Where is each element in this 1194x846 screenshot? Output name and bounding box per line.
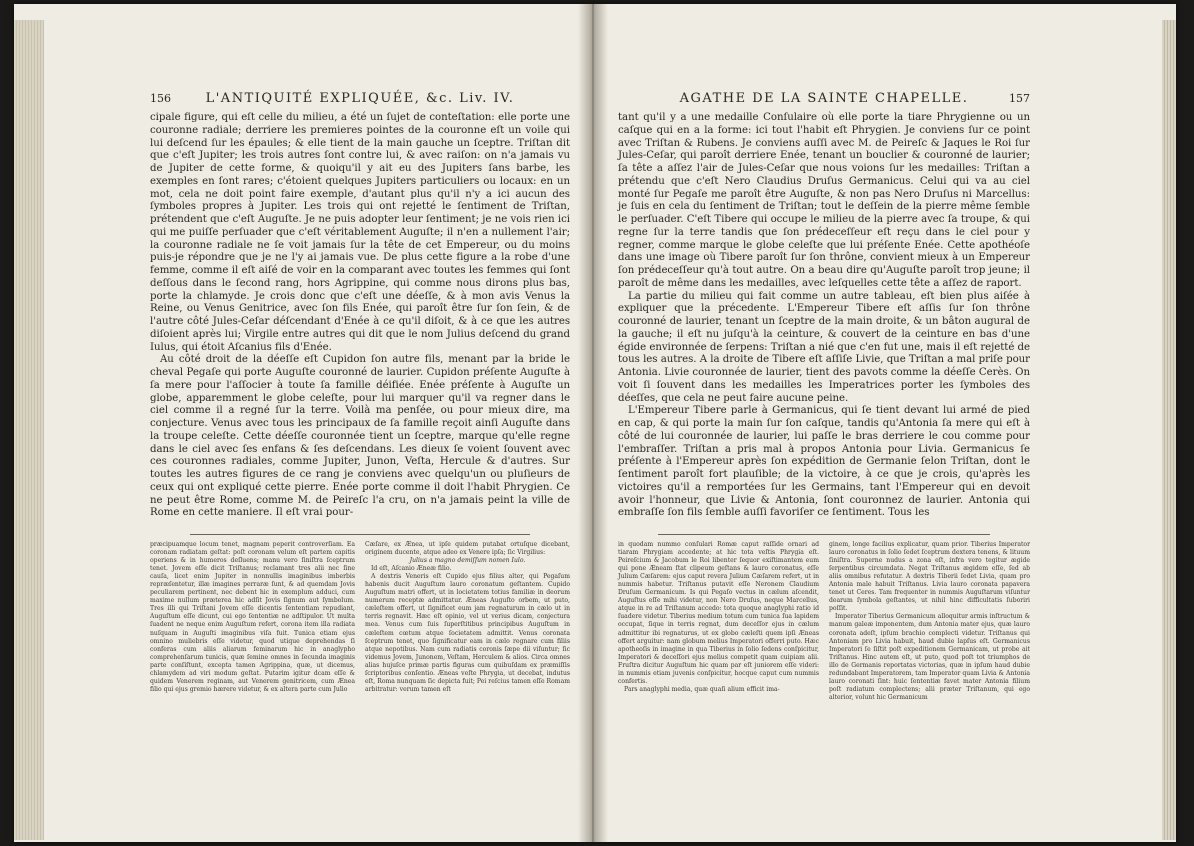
- latin-paragraph: in quodam nummo conſulari Romæ caput raſſide ornari ad tiaram Phrygiam accedente; at hic tota veſtis Phrygia eſt. Peireſcium & Jacobum le Roi libenter ſequor exiſtimantem eum qui pone Æneam ſtat clipeum geſtans & lauro coronatus, eſſe Julium Cæſarem: ejus caput revera Julium Cæſarem refert, ut in nummis habetur. Triſtanus putavit eſſe Neronem Claudium Druſum Germanicum. Is qui Pegaſo vectus in cælum aſcendit, Auguſtus eſſe mihi videtur, non Nero Druſus, neque Marcellus, atque in re ad Triſtanum accedo: tota quoque anaglyphi ratio id ſuadere videtur. Tiberius medium totum cum tunica ſua lapidem occupat, ſique in terris regnat, dum deceſſor ejus in cælum admittitur ibi regnaturus, ut ex globo cæleſti quem ipſi Æneas offert arguitur: nam globum melius Imperatori offerri puto. Hæc apotheoſis in imagine in qua Tiberius in ſolio ſedens conſpicitur, Imperatori & deceſſori ejus melius competit quam cuipiam alii. Fruſtra dicitur Auguſtum hic quam par eſt juniorem eſſe videri: in nummis etiam juvenis conſpicitur, hocque caput cum nummis confertis.: [618, 541, 819, 685]
- page-edges-left: [14, 20, 44, 840]
- left-page-number: 156: [150, 92, 171, 105]
- left-page-header: [150, 90, 570, 108]
- right-latin-columns: [618, 541, 1030, 702]
- left-paragraph: cipale figure, qui eſt celle du milieu, a été un ſujet de conteſtation: elle porte une couronne radiale; derriere les premieres pointes de la couronne eſt un voile qui lui deſcend ſur les épaules; & elle tient de la main gauche un ſceptre. Triſtan dit que c'eſt Jupiter; les trois autres ſont contre lui, & avec raiſon: on n'a jamais vu de Jupiter de cette forme, & quoiqu'il y ait eu des Jupiters ſans barbe, les exemples en ſont rares; c'étoient quelques Jupiters particuliers ou locaux: en un mot, cela ne doit point faire exemple, d'autant plus qu'il n'y a ici aucun des ſymboles propres à Jupiter. Les trois qui ont rejetté le ſentiment de Triſtan, prétendent que c'eſt Auguſte. Je ne puis adopter leur ſentiment; je ne vois rien ici qui me puiſſe perſuader que c'eſt véritablement Auguſte; il n'en a nullement l'air; la couronne radiale ne ſe voit jamais ſur la tête de cet Empereur, ou du moins puis-je répondre que je ne l'y ai jamais vue. De plus cette figure a la robe d'une femme, comme il eſt aiſé de voir en la comparant avec toutes les femmes qui ſont deſſous dans le ſecond rang, hors Agrippine, qui comme nous dirons plus bas, porte la chlamyde. Je crois donc que c'eſt une déeſſe, & à mon avis Venus la Reine, ou Venus Genitrice, avec ſon fils Enée, qui paroît être ſur ſon ſein, & de l'autre côté Jules-Ceſar déſcendant d'Enée à ce qu'il diſoit, & à ce que les autres diſoient après lui; Virgile entre autres qui dit que le nom Julius deſcend du grand Iulus, qui étoit Aſcanius fils d'Enée.: [150, 112, 570, 353]
- left-latin-column-2: [365, 541, 570, 694]
- latin-paragraph: Imperator Tiberius Germanicum alloquitur armis inſtructum & manum galeæ imponentem, dum Antonia mater ejus, quæ lauro coronata adeſt, ipſum brachio complecti videtur. Triſtanus qui Antoniam pro Livia habuit, haud dubie lapſus eſt. Germanicus Imperatori ſe ſiſtit poſt expeditionem Germanicam, ut probe ait Triſtanus. Hinc autem eſt, ut puto, quod poſt tot triumphos de illo de Germanis reportatas victorias, quæ in ipſum haud dubie redundabant Imperatorem, tam Imperator quam Livia & Antonia lauro coronati ſint: huic ſententiæ favet mater Antonia filium poſt radiatum complectens; alii præter Triſtanum, qui ego alterior, volunt hic Germanicum: [829, 613, 1030, 701]
- right-paragraph: L'Empereur Tibere parle à Germanicus, qui ſe tient devant lui armé de pied en cap, & qui porte la main ſur ſon caſque, tandis qu'Antonia ſa mere qui eſt à côté de lui couronnée de laurier, lui paſſe le bras derriere le cou comme pour l'embraſſer. Triſtan a pris mal à propos Antonia pour Livia. Germanicus ſe préſente à l'Empereur après ſon expédition de Germanie ſelon Triſtan, dont le ſentiment paroît fort plauſible; de la victoire, à ce que je crois, qu'après les victoires qu'il a remportées ſur les Germains, tant l'Empereur qui en devoit avoir l'honneur, que Livie & Antonia, ſont couronnez de laurier. Antonia qui embraſſe ſon fils ſemble auſſi favoriſer ce ſentiment. Tous les: [618, 405, 1030, 519]
- right-paragraph: tant qu'il y a une medaille Conſulaire où elle porte la tiare Phrygienne ou un caſque qui en a la forme: ici tout l'habit eſt Phrygien. Je conviens ſur ce point avec Triſtan & Rubens. Je conviens auſſi avec M. de Peireſc & Jaques le Roi ſur Jules-Ceſar, qui paroît derriere Enée, tenant un bouclier & couronné de laurier; ſa tête a aſſez l'air de Jules-Ceſar que nous voions ſur les medailles: Triſtan a prétendu que c'eſt Nero Claudius Druſus Germanicus. Celui qui va au ciel monté ſur Pegaſe me paroît être Auguſte, & non pas Nero Druſus ni Marcellus: je ſuis en cela du ſentiment de Triſtan; tout le deſſein de la pierre même ſemble le perſuader. C'eſt Tibere qui occupe le milieu de la pierre avec ſa troupe, & qui regne ſur la terre tandis que ſon prédeceſſeur eſt reçu dans le ciel pour y regner, comme marque le globe celeſte que lui préſente Enée. Cette apothéoſe dans une image où Tibere paroît ſur ſon thrône, convient mieux à un Empereur ſon prédeceſſeur qu'à tout autre. On a beau dire qu'Auguſte paroît trop jeune; il paroît de même dans les medailles, avec leſquelles cette tête a aſſez de raport.: [618, 112, 1030, 289]
- left-running-head: L'ANTIQUITÉ EXPLIQUÉE, &c. Liv. IV.: [205, 91, 515, 106]
- right-french-text: [618, 112, 1030, 520]
- latin-paragraph: Id eſt, Aſcanio Æneæ filio.: [371, 565, 452, 573]
- page-edges-right: [1162, 20, 1176, 840]
- separator-rule: [190, 534, 530, 535]
- right-latin-column-2: [829, 541, 1030, 702]
- right-page: [618, 90, 1030, 702]
- latin-verse: Julius a magno demiſſum nomen Iulo.: [409, 557, 526, 565]
- latin-paragraph: præcipuamque locum tenet, magnam peperit controverſiam. Ea coronam radiatam geſtat: poſt coronam velum eſt partem capitis operiens & in humeros deſluens; manu vero ſiniſtra ſceptrum tenet. Jovem eſſe dicit Triſtanus; reclamant tres alii nec ſine cauſa, licet enim Jupiter in nonnullis imaginibus imberbis repræſentetur, illæ imagines perraræ ſunt, & ad quemdam Jovis peculiarem pertinent, nec debent hic in exemplum adduci, cum maxime nullum præterea hic adſit Jovis ſignum aut ſymbolum. Tres illi qui Triſtani Jovem eſſe dicentis ſententiam repudiant, Auguſtum eſſe dicunt, cui ego ſententiæ ne adſtipulor. Ut multa ſuadent ne neque enim Auguſtum refert, corona item illa radiata nuſquam in Auguſti imaginibus viſa fuit. Tunica etiam ejus omnino muliebris eſſe videtur, quod utique deprehendas ſi conferas cum aliis aliarum feminarum hic in anaglypho comprehenſarum tunicis, quæ ſemine omnes in ſecunda imaginis parte conſiſtunt, excepta tamen Agrippina, quæ, ut dicemus, chlamydem ad viri modum geſtat. Putarim igitur dcam eſſe & quidem Venerem reginam, aut Venerem genitricem, cum Ænea filio qui ejus gremio hærere videtur, & ex altera parte cum Julio: [150, 541, 355, 693]
- left-paragraph: Au côté droit de la déeſſe eſt Cupidon ſon autre fils, menant par la bride le cheval Pegaſe qui porte Auguſte couronné de laurier. Cupidon préſente Auguſte à ſa mere pour l'aſſocier à toute ſa famille déifiée. Enée préſente à Auguſte un globe, apparemment le globe celeſte, pour lui marquer qu'il va regner dans le ciel comme il a regné ſur la terre. Voilà ma penſée, ou pour mieux dire, ma conjecture. Venus avec tous les principaux de ſa famille reçoit ainſi Auguſte dans la troupe celeſte. Cette déeſſe couronnée tient un ſceptre, marque qu'elle regne dans le ciel avec ſes enfans & ſes deſcendans. Les dieux ſe voient ſouvent avec ces couronnes radiales, comme Jupiter, Junon, Veſta, Hercule & d'autres. Sur toutes les autres figures de ce rang je conviens avec quelqu'un ou pluſieurs de ceux qui ont expliqué cette pierre. Enée porte comme il doit l'habit Phrygien. Ce ne peut être Rome, comme M. de Peireſc l'a cru, on n'a jamais peint la ville de Rome en cette maniere. Il eſt vrai pour-: [150, 354, 570, 519]
- left-latin-columns: [150, 541, 570, 694]
- right-page-header: [618, 90, 1030, 108]
- latin-paragraph: Pars anaglyphi media, quæ quaſi alium efficit ima-: [624, 685, 780, 693]
- right-latin-column-1: [618, 541, 819, 702]
- right-paragraph: La partie du milieu qui fait comme un autre tableau, eſt bien plus aiſée à expliquer que la précedente. L'Empereur Tibere eſt aſſis ſur ſon thrône couronné de laurier, tenant un ſceptre de la main droite, & un bâton augural de la gauche; il eſt nu juſqu'à la ceinture, & couvert de la ceinture en bas d'une égide environnée de ſerpens: Triſtan a nié que c'en fut une, mais il eſt rejetté de tous les autres. A la droite de Tibere eſt aſſiſe Livie, que Triſtan a mal priſe pour Antonia. Livie couronnée de laurier, tient des pavots comme la déeſſe Cerès. On voit ſi ſouvent dans les medailles les Imperatrices porter les ſymboles des déeſſes, que cela ne peut faire aucune peine.: [618, 290, 1030, 404]
- separator-rule: [658, 534, 990, 535]
- right-running-head: AGATHE DE LA SAINTE CHAPELLE.: [679, 91, 969, 106]
- right-page-number: 157: [1009, 92, 1030, 105]
- left-french-text: [150, 112, 570, 520]
- book-gutter: [578, 4, 608, 842]
- latin-paragraph: Cæſare, ex Ænea, ut ipſe quidem putabat ortuſque dicebant, originem ducente, atque adeo ex Venere ipſa; ſic Virgilius:: [365, 541, 570, 557]
- latin-paragraph: ginem, longe facilius explicatur, quam prior. Tiberius Imperator lauro coronatus in ſolio ſedet ſceptrum dextera tenens, & lituum ſiniſtra. Superne nudus a zona eſt, infra vero tegitur ægide ſerpentibus circumdata. Negat Triſtanus ægidem eſſe, ſed ab aliis omnibus refutatur. A dextris Tiberii ſedet Livia, quam pro Antonia male habuit Triſtanus. Livia lauro coronata papavera tenet ut Ceres. Tam frequenter in nummis Auguſtarum viſuntur dearum ſymbola geſtantes, ut nihil hinc difficultatis ſuboriri poſſit.: [829, 541, 1030, 613]
- left-latin-column-1: [150, 541, 355, 694]
- left-page: [150, 90, 570, 694]
- latin-paragraph: A dextris Veneris eſt Cupido ejus filius alter, qui Pegaſum habenis ducit Auguſtum lauro coronatum geſtantem. Cupido Auguſtum matri offert, ut in locietatem totius familiæ in deorum numerum receptæ admittatur. Æneas Auguſto orbem, ut puto, cæleſtem offert, ut ſignificet eum jam regnaturum in cælo ut in terris regnavit. Hæc eſt opinio, vel ut verius dicam, conjectura mea. Venus cum ſuis ſuperſtitibus principibus Auguſtum in cæleſtem cœtum atque ſocietatem admittit. Venus coronata ſceptrum tenet, quo ſignificatur eam in cælo regnare cum filiis atque nepotibus. Nam cum radiatis coronis ſæpe dii viſuntur; ſic videmus Jovem, Junonem, Veſtam, Herculem & alios. Circa omnes alias hujuſce primæ partis figuras cum quibuſdam ex præmiſſis ſcriptoribus conſentio. Æneas veſte Phrygia, ut decebat, indutus eſt, Roma nunquam ſic depicta fuit; Pei reſcius tamen eſſe Romam arbitratur: verum tamen eſt: [365, 573, 570, 693]
